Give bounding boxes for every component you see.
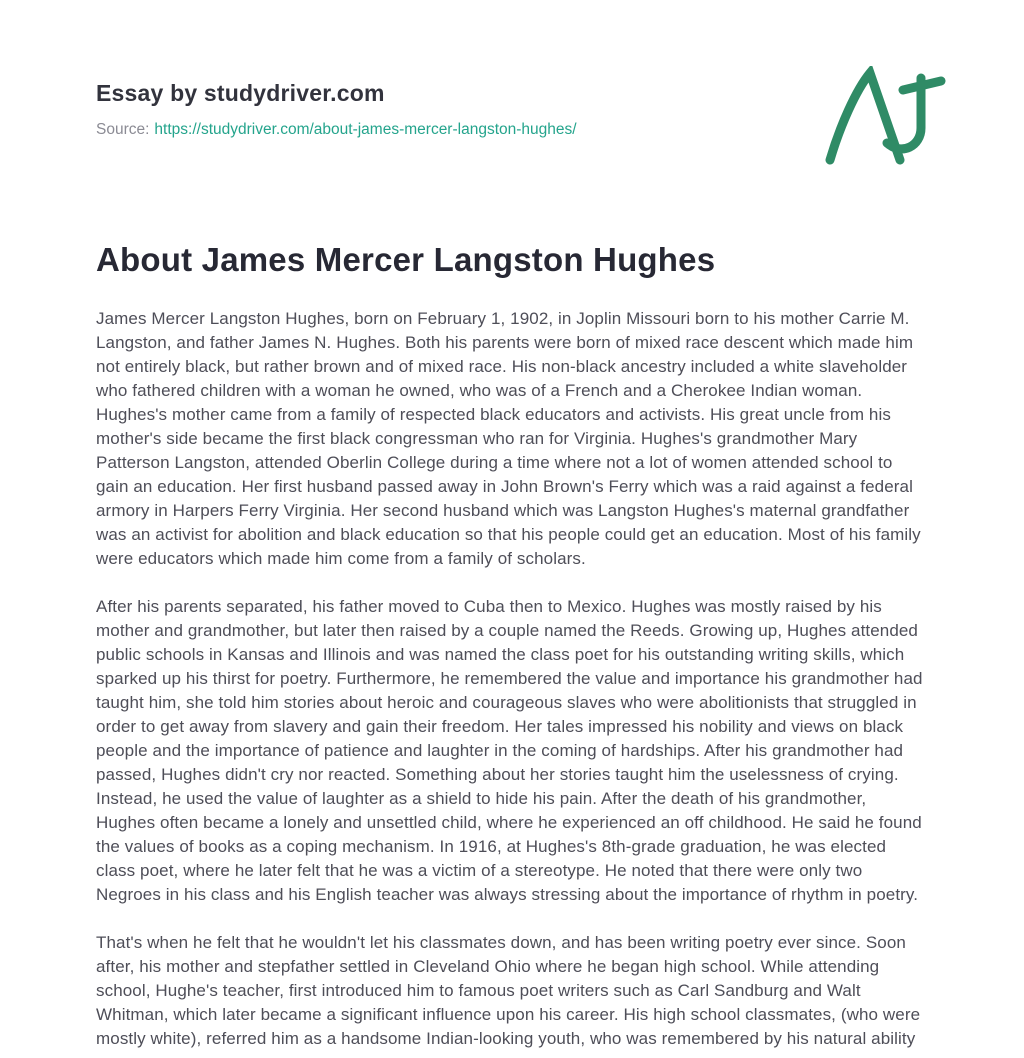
source-line	[96, 121, 928, 139]
essay-title: About James Mercer Langston Hughes	[96, 241, 716, 278]
essay-paragraph-3: That's when he felt that he wouldn't let his classmates down, and has been writing poetry ever since. Soon after, his mother and stepfather settled in Cleveland Ohio where he began high school. While attending school, Hughe's teacher, first introduced him to famous poet writers such as Carl Sandburg and Walt Whitman, which later became a significant influence upon his career. His high school classmates, (who were mostly white), referred him as a handsome Indian-looking youth, who was remembered by his natural ability	[96, 933, 921, 1048]
essay-content	[96, 241, 928, 1051]
page-header	[96, 80, 928, 139]
essay-paragraph-2: After his parents separated, his father moved to Cuba then to Mexico. Hughes was mostly raised by his mother and grandmother, but later then raised by a couple named the Reeds. Growing up, Hughes attended public schools in Kansas and Illinois and was named the class poet for his outstanding writing skills, which sparked up his thirst for poetry. Furthermore, he remembered the value and importance his grandmother had taught him, she told him stories about heroic and courageous slaves who were abolitionists that struggled in order to get away from slavery and gain their freedom. Her tales impressed his nobility and views on black people and the importance of patience and laughter in the coming of hardships. After his grandmother had passed, Hughes didn't cry nor reacted. Something about her stories taught him the uselessness of crying. Instead, he used the value of laughter as a shield to hide his pain. After the death of his grandmother, Hughes often became a lonely and unsettled child, where he experienced an off childhood. He said he found the values of books as a coping mechanism. In 1916, at Hughes's 8th-grade graduation, he was elected class poet, where he later felt that he was a victim of a stereotype. He noted that there were only two Negroes in his class and his English teacher was always stressing about the importance of rhythm in poetry.	[96, 597, 923, 904]
essay-by-line: Essay by studydriver.com	[96, 80, 385, 106]
studydriver-logo-icon	[824, 66, 946, 166]
source-url-link[interactable]: https://studydriver.com/about-james-mercer-langston-hughes/	[154, 121, 577, 138]
source-label: Source:	[96, 121, 150, 138]
essay-paragraph-1: James Mercer Langston Hughes, born on February 1, 1902, in Joplin Missouri born to his mother Carrie M. Langston, and father James N. Hughes. Both his parents were born of mixed race descent which made him not entirely black, but rather brown and of mixed race. His non-black ancestry included a white slaveholder who fathered children with a woman he owned, who was of a French and a Cherokee Indian woman. Hughes's mother came from a family of respected black educators and activists. His great uncle from his mother's side became the first black congressman who ran for Virginia. Hughes's grandmother Mary Patterson Langston, attended Oberlin College during a time where not a lot of women attended school to gain an education. Her first husband passed away in John Brown's Ferry which was a raid against a federal armory in Harpers Ferry Virginia. Her second husband which was Langston Hughes's maternal grandfather was an activist for abolition and black education so that his people could get an education. Most of his family were educators which made him come from a family of scholars.	[96, 309, 921, 568]
